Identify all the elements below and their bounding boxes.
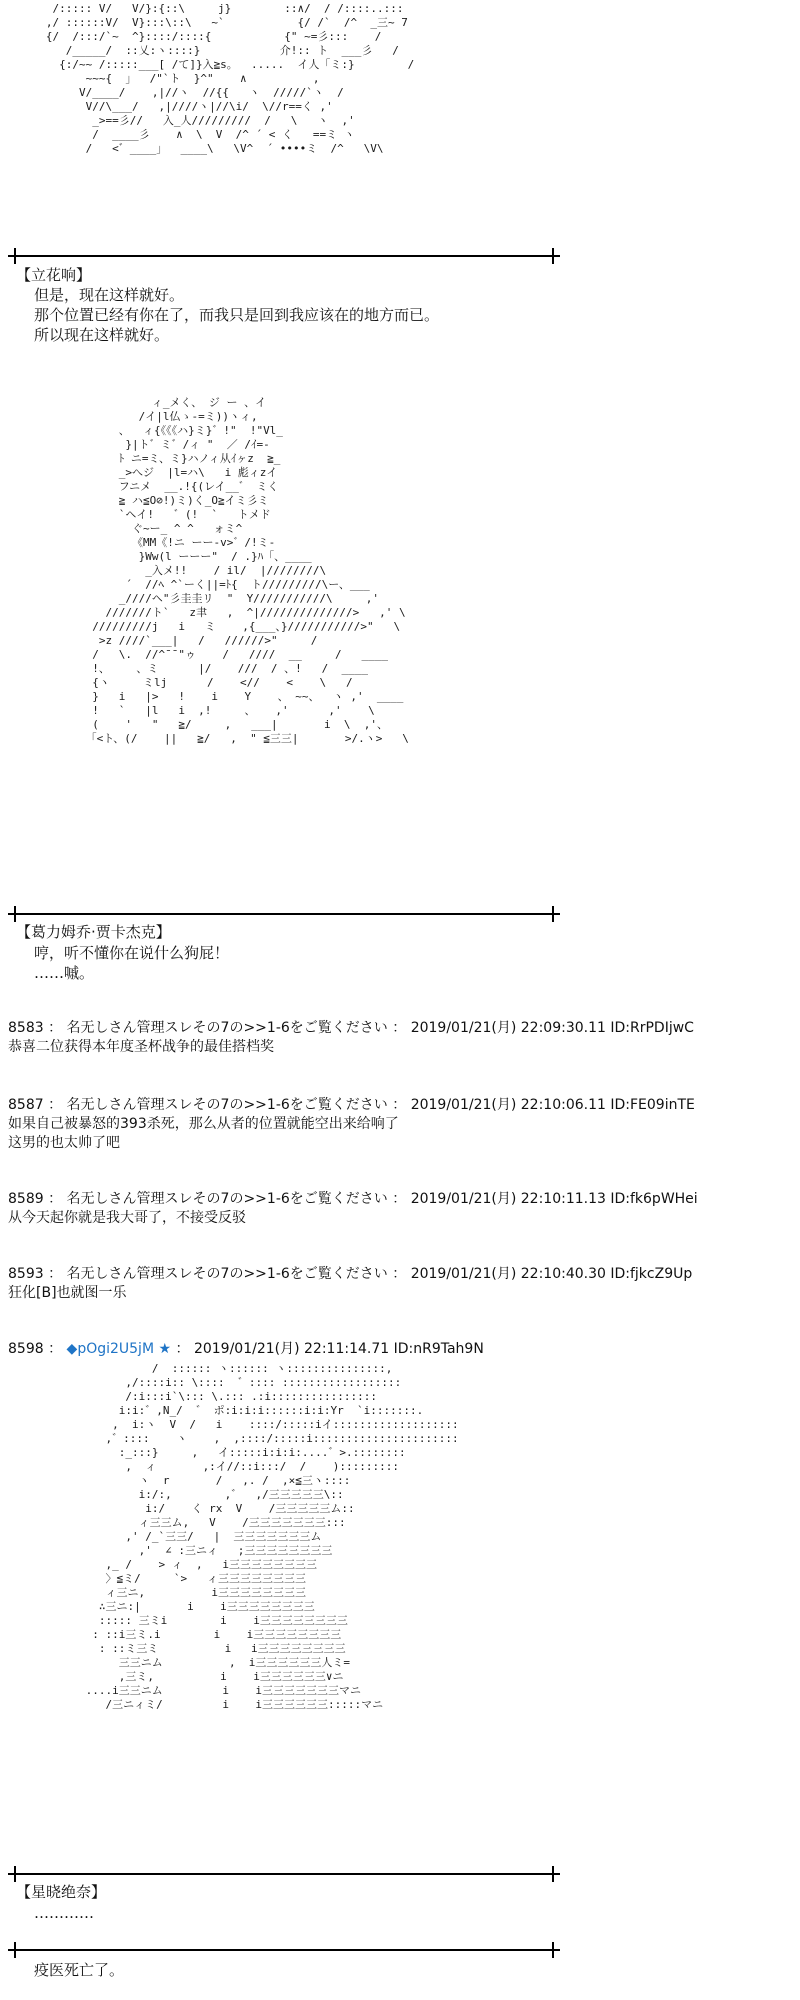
dialogue-line: 所以现在这样就好。 bbox=[34, 326, 170, 344]
reply-post bbox=[8, 1019, 694, 1057]
divider-cross-icon bbox=[14, 906, 16, 922]
post-name: 名无しさん管理スレその7の>>1-6をご覧ください bbox=[66, 1020, 388, 1036]
post-header: 8589 ： 名无しさん管理スレその7の>>1-6をご覧ください ： 2019/01/21(月) 22:10:11.13 ID:fk6pWHei bbox=[8, 1191, 698, 1207]
speaker-name: 【星晓绝奈】 bbox=[16, 1883, 107, 1901]
dialogue-block bbox=[34, 943, 229, 983]
divider-cross-icon bbox=[552, 906, 554, 922]
post-id: ID:fjkcZ9Up bbox=[610, 1266, 693, 1282]
post-body-line: 这男的也太帅了吧 bbox=[8, 1135, 120, 1151]
divider-cross-icon bbox=[552, 1942, 554, 1958]
scene-divider bbox=[8, 1873, 560, 1875]
ascii-art-middle: ィ_メく、 ジ ー 、イ /イ|l仏ゝ-=ミ))ヽィ, 、 ィ{《《《ハ}ミ}゛!" !"Vl_ }|ト゛ミ゛/ィ " ／ /ｲ=- ﾄ ニ=ミ、ミ}ハノィ从ｲヶz ≧_ _>へジ |l=ハ\ i 彪ィzイ フニメ __.!{(レイ__゛ ミく ≧ ハ≦O⊘!)ミ)く_O≧イミ彡ミ `ヘイ! ゛(! ` トメド ぐ~ー_ ^ ^ ォミ^ 《MM《!ニ ーー-v>゛/!ミ- }Ww(l ーーー" / .}ﾊ「、____ _入メ!! / il/ |////////\ ´ //ﾍ ^`ーく||=ﾄ{ ト/////////\ー、___ _////ヘ"彡圭圭リ " Y///////////\ ,' ///////ト` z聿 , ^|//////////////> ,' \ /////////j i ミ ,{___、}///////////>" \ >z ////`___| / //////>" / / \. //^¯¯"ゥ / //// __ / ____ !、 、ミ |/ /// / 、! / ____ {ヽ ミlj / <// < \ / } i |> ! i Y 、 ~~、 ヽ ,' ____ ! ` |l i ,! 、 ,' ,' \ ( ' " ≧/ , ___| i \ ,'、 「<ト、(/ || ≧/ , " ≦三三| >/.ヽ> \ bbox=[85, 396, 409, 745]
post-id: ID:fk6pWHei bbox=[610, 1191, 698, 1207]
post-header: 8593 ： 名无しさん管理スレその7の>>1-6をご覧ください ： 2019/01/21(月) 22:10:40.30 ID:fjkcZ9Up bbox=[8, 1266, 693, 1282]
divider-cross-icon bbox=[14, 1942, 16, 1958]
scene-divider bbox=[8, 255, 560, 257]
reply-post bbox=[8, 1096, 695, 1153]
post-number: 8587 bbox=[8, 1097, 44, 1113]
post-body-line: 恭喜二位获得本年度圣杯战争的最佳搭档奖 bbox=[8, 1039, 274, 1055]
divider-cross-icon bbox=[14, 1866, 16, 1882]
speaker-name: 【立花响】 bbox=[16, 266, 92, 284]
post-body-line: 狂化[B]也就图一乐 bbox=[8, 1285, 127, 1301]
divider-cross-icon bbox=[552, 248, 554, 264]
post-body-line: 从今天起你就是我大哥了，不接受反驳 bbox=[8, 1210, 246, 1226]
post-body-line: 如果自己被暴怒的393杀死，那么从者的位置就能空出来给响了 bbox=[8, 1116, 399, 1132]
post-name: 名无しさん管理スレその7の>>1-6をご覧ください bbox=[66, 1191, 388, 1207]
dialogue-block bbox=[34, 285, 439, 345]
post-id: ID:RrPDIjwC bbox=[610, 1020, 694, 1036]
dialogue-line: 但是，现在这样就好。 bbox=[34, 286, 185, 304]
op-trip-link[interactable]: ◆pOgi2U5jM ★ bbox=[66, 1341, 172, 1357]
post-date: 2019/01/21(月) 22:11:14.71 bbox=[193, 1341, 390, 1357]
post-number: 8593 bbox=[8, 1266, 44, 1282]
ascii-art-bottom: / :::::: ヽ:::::: ヽ:::::::::::::::, ,/::::i:: \:::: ゛:::: :::::::::::::::::: /:i:::i`\::: \.::: .:i:::::::::::::::: i:i:゛,N_/ ゛ ポ:i:i:i::::::i:i:Yr `i:::::::. , i:ヽ V / i ::::/:::::iイ::::::::::::::::::: ,゛:::: ヽ , ,::::/:::::i:::::::::::::::::::::: :_:::} , イ:::::i:i:i:....゛>.:::::::: , ィ ,:イ//::i:::/ / )::::::::: ヽ r / ,. / ,×≦三ヽ:::: i:/:, ,゛ ,/三三三三三\:: i:/ く rx V /三三三三三ム:: ィ三三ム, V /三三三三三三三::: ,' /_`三三/ | 三三三三三三三ム ,' ∠ :三ニィ ;三三三三三三三三 ,_ / > ィ , i三三三三三三三三 〉≦ミ/ `> ィ三三三三三三三三 ィ三ニ, i三三三三三三三三 ∴三ニ:| i i三三三三三三三三 ::::: 三ミi i i三三三三三三三三 : ::i三ミ.i i i三三三三三三三三 : ::ミ三ミ i i三三三三三三三三 三三ニム , i三三三三三三人ミ= ,三ミ, i i三三三三三三∨ニ ....i三三ニム i i三三三三三三三マニ /三ニィミ/ i i三三三三三三:::::マニ bbox=[85, 1362, 459, 1711]
post-id: ID:FE09inTE bbox=[610, 1097, 695, 1113]
scene-divider bbox=[8, 1949, 560, 1951]
post-date: 2019/01/21(月) 22:10:06.11 bbox=[410, 1097, 606, 1113]
ascii-art-top: /::::: V/ V/}:{::\ j} ::∧/ / /::::..::: ,/ ::::::V/ V}:::\::\ ~` {/ /` /^ _三~ 7 {/ /:::/`~ ^}::::/::::{ {" ~=彡::: / /_____/ ::乂:ヽ::::} 介!:: ト ___彡 / {:/~~ /:::::___[ /て]}入≧s。 ..... イ人「ミ:} / ~~~{ 」 /"`ト }^" ∧ , V/____/ ,|//ヽ //{{ ヽ /////`ヽ / V//\___/ ,|////ヽ|//\i/ \//r==く ,' _>==彡// 入_人///////// / \ ヽ ,' / ____彡 ∧ \ V /^ ´ < く ==ミ ヽ / <゛____」 ____\ \V^ ´ ••••ミ /^ \V\ bbox=[45, 2, 415, 155]
post-date: 2019/01/21(月) 22:10:11.13 bbox=[410, 1191, 606, 1207]
post-number: 8583 bbox=[8, 1020, 44, 1036]
post-header: 8583 ： 名无しさん管理スレその7の>>1-6をご覧ください ： 2019/01/21(月) 22:09:30.11 ID:RrPDIjwC bbox=[8, 1020, 694, 1036]
post-name: 名无しさん管理スレその7の>>1-6をご覧ください bbox=[66, 1266, 388, 1282]
post-header: 8587 ： 名无しさん管理スレその7の>>1-6をご覧ください ： 2019/01/21(月) 22:10:06.11 ID:FE09inTE bbox=[8, 1097, 695, 1113]
post-number: 8598 bbox=[8, 1341, 44, 1357]
dialogue-line: ………… bbox=[34, 1904, 94, 1922]
final-line: 疫医死亡了。 bbox=[34, 1961, 125, 1979]
post-date: 2019/01/21(月) 22:09:30.11 bbox=[410, 1020, 606, 1036]
scene-divider bbox=[8, 913, 560, 915]
speaker-name: 【葛力姆乔·贾卡杰克】 bbox=[16, 923, 171, 941]
post-name: 名无しさん管理スレその7の>>1-6をご覧ください bbox=[66, 1097, 388, 1113]
reply-post bbox=[8, 1190, 698, 1228]
post-date: 2019/01/21(月) 22:10:40.30 bbox=[410, 1266, 606, 1282]
post-number: 8589 bbox=[8, 1191, 44, 1207]
dialogue-line: 那个位置已经有你在了，而我只是回到我应该在的地方而已。 bbox=[34, 306, 440, 324]
divider-cross-icon bbox=[14, 248, 16, 264]
dialogue-line: ……嘁。 bbox=[34, 964, 95, 982]
dialogue-line: 哼，听不懂你在说什么狗屁！ bbox=[34, 944, 230, 962]
op-post-header: 8598 ： ◆pOgi2U5jM ★ ： 2019/01/21(月) 22:11:14.71 ID:nR9Tah9N bbox=[8, 1341, 484, 1357]
divider-cross-icon bbox=[552, 1866, 554, 1882]
reply-post bbox=[8, 1265, 692, 1303]
dialogue-block bbox=[34, 1903, 94, 1923]
post-id: ID:nR9Tah9N bbox=[393, 1341, 484, 1357]
